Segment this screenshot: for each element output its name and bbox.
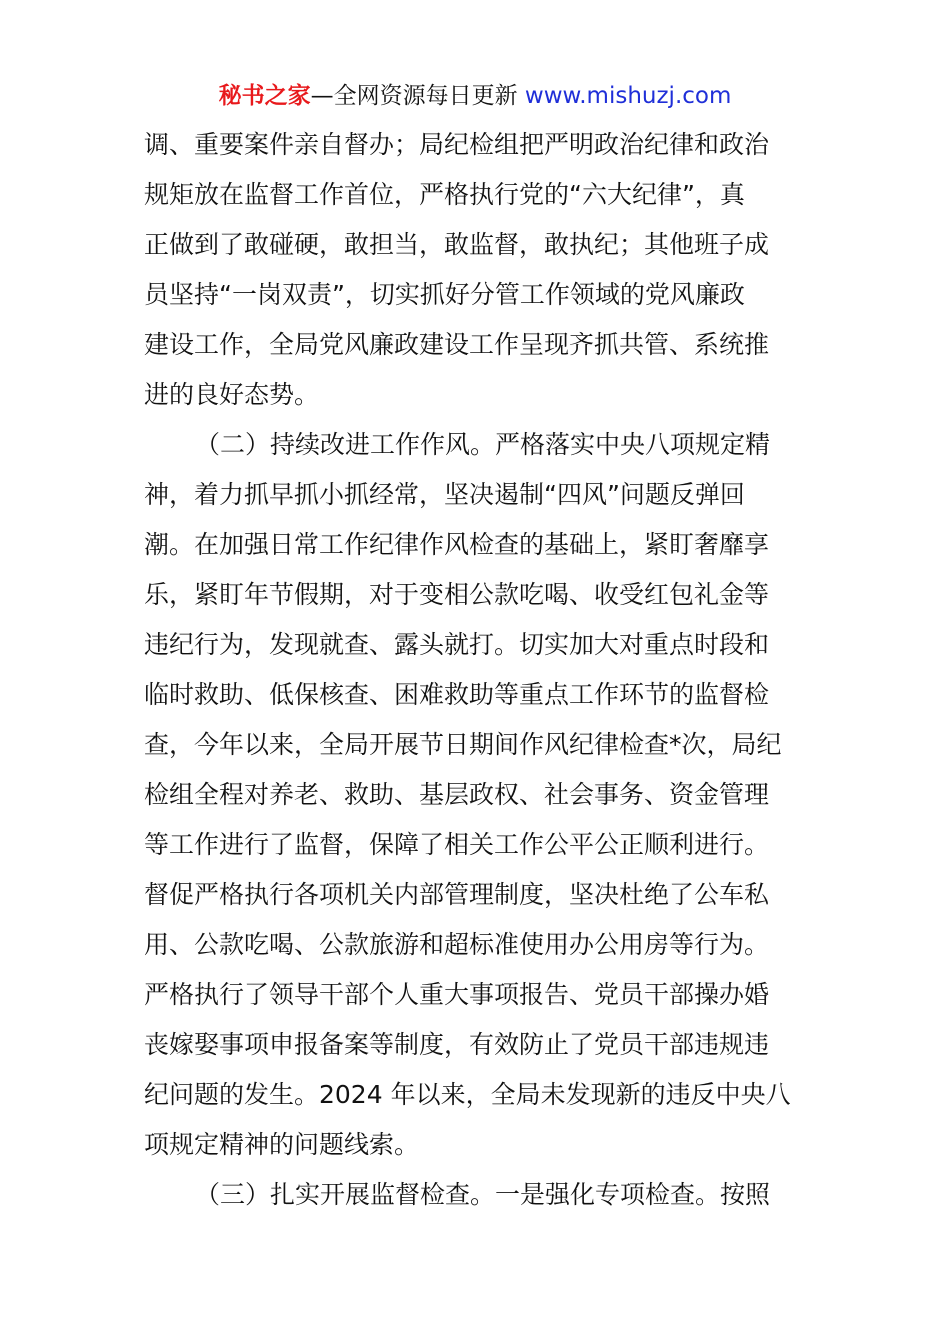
text-line: 查，今年以来，全局开展节日期间作风纪律检查*次，局纪 xyxy=(144,730,782,759)
text-line: 检组全程对养老、救助、基层政权、社会事务、资金管理 xyxy=(144,780,770,809)
text-line: 神，着力抓早抓小抓经常，坚决遏制“四风”问题反弹回 xyxy=(144,480,745,509)
text-line: 员坚持“一岗双责”，切实抓好分管工作领域的党风廉政 xyxy=(144,280,745,309)
text-line: 正做到了敢碰硬，敢担当，敢监督，敢执纪；其他班子成 xyxy=(144,230,770,259)
text-line: 建设工作，全局党风廉政建设工作呈现齐抓共管、系统推 xyxy=(144,330,770,359)
text-line: 潮。在加强日常工作纪律作风检查的基础上，紧盯奢靡享 xyxy=(144,530,770,559)
text-line: 规矩放在监督工作首位，严格执行党的“六大纪律”，真 xyxy=(144,180,745,209)
text-line: 用、公款吃喝、公款旅游和超标准使用办公用房等行为。 xyxy=(144,930,770,959)
text-line: 调、重要案件亲自督办；局纪检组把严明政治纪律和政治 xyxy=(144,130,770,159)
text-line: 进的良好态势。 xyxy=(144,380,320,409)
text-line: 纪问题的发生。2024 年以来，全局未发现新的违反中央八 xyxy=(144,1080,791,1109)
text-line: 违纪行为，发现就查、露头就打。切实加大对重点时段和 xyxy=(144,630,770,659)
site-url-link[interactable]: www.mishuzj.com xyxy=(524,83,732,109)
document-body xyxy=(144,120,808,1220)
text-line: 临时救助、低保核查、困难救助等重点工作环节的监督检 xyxy=(144,680,770,709)
text-line: 严格执行了领导干部个人重大事项报告、党员干部操办婚 xyxy=(144,980,770,1009)
section-heading-line: （三）扎实开展监督检查。一是强化专项检查。按照 xyxy=(195,1180,771,1209)
site-brand: 秘书之家 xyxy=(218,83,311,109)
text-line: 项规定精神的问题线索。 xyxy=(144,1130,420,1159)
site-header xyxy=(0,80,950,112)
text-line: 督促严格执行各项机关内部管理制度，坚决杜绝了公车私 xyxy=(144,880,770,909)
section-heading-line: （二）持续改进工作作风。严格落实中央八项规定精 xyxy=(195,430,771,459)
text-line: 丧嫁娶事项申报备案等制度，有效防止了党员干部违规违 xyxy=(144,1030,770,1059)
text-line: 等工作进行了监督，保障了相关工作公平公正顺利进行。 xyxy=(144,830,770,859)
site-tagline: —全网资源每日更新 xyxy=(310,83,525,109)
text-line: 乐，紧盯年节假期，对于变相公款吃喝、收受红包礼金等 xyxy=(144,580,770,609)
